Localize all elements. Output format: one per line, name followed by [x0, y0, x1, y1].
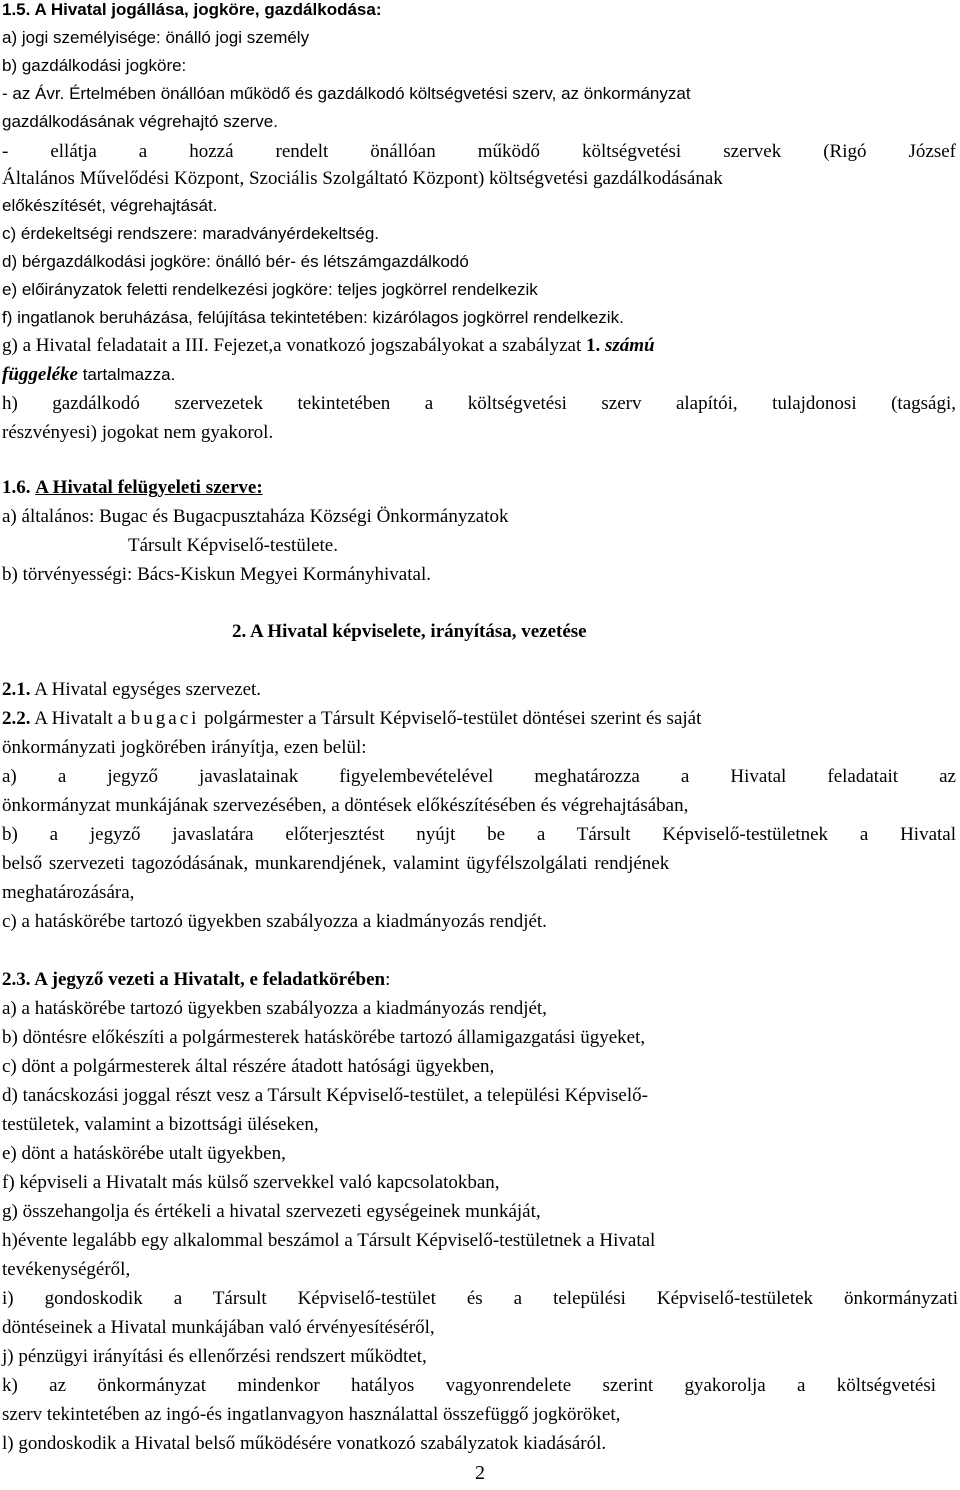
s23-item-j: j) pénzügyi irányítási és ellenőrzési rendszert működtet, [2, 1346, 427, 1367]
section-2-2-line-1 [2, 707, 960, 731]
s23-item-k-line-2: szerv tekintetében az ingó-és ingatlanvagyon használattal összefüggő jogköröket, [2, 1404, 621, 1425]
s15-g-fuggeleke: függeléke [2, 364, 78, 385]
s16-item-a-line-1: a) általános: Bugac és Bugacpusztaháza Községi Önkormányzatok [2, 506, 509, 527]
s23-item-i-line-2: döntéseinek a Hivatal munkájában való érvényesítéséről, [2, 1317, 435, 1338]
s22-item-b-line-2: belső szervezeti tagozódásának, munkarendjének, valamint ügyfélszolgálati rendjének [2, 853, 670, 874]
s22-item-b-line-3: meghatározására, [2, 882, 135, 903]
s22-item-b-line-1: b) a jegyző javaslatára előterjesztést nyújt be a Társult Képviselő-testületnek a Hivatal [2, 824, 956, 845]
s15-item-f: f) ingatlanok beruházása, felújítása tekintetében: kizárólagos jogkörrel rendelkezik. [2, 308, 624, 327]
s22-item-a-line-1: a) a jegyző javaslatainak figyelembevételével meghatározza a Hivatal feladatait az [2, 766, 956, 787]
section-1-5-heading: 1.5. A Hivatal jogállása, jogköre, gazdálkodása: [2, 0, 382, 19]
s22-text-pre: A Hivatalt a [30, 708, 131, 729]
s15-item-g-line-2 [2, 363, 960, 387]
s15-item-c: c) érdekeltségi rendszere: maradványérdekeltség. [2, 224, 380, 243]
s23-colon: : [385, 969, 391, 990]
s22-line-2: önkormányzati jogkörében irányítja, ezen belül: [2, 737, 367, 758]
s15-g-szamu: számú [604, 335, 655, 356]
s22-bugaci: bugaci [130, 708, 200, 729]
s23-item-d-line-1: d) tanácskozási joggal részt vesz a Társult Képviselő-testület, a települési Képviselő- [2, 1085, 648, 1106]
s16-item-b: b) törvényességi: Bács-Kiskun Megyei Kormányhivatal. [2, 564, 431, 585]
s23-item-e: e) dönt a hatáskörébe utalt ügyekben, [2, 1143, 286, 1164]
s15-ellatja-line-1: - ellátja a hozzá rendelt önállóan működő költségvetési szervek (Rigó József [2, 141, 956, 162]
s23-item-l: l) gondoskodik a Hivatal belső működésére vonatkozó szabályzatok kiadásáról. [2, 1433, 607, 1454]
s16-number: 1.6. [2, 477, 31, 498]
s15-item-b: b) gazdálkodási jogköre: [2, 56, 187, 75]
s23-item-h-line-1: h)évente legalább egy alkalommal beszámol a Társult Képviselő-testületnek a Hivatal [2, 1230, 656, 1251]
s16-title: A Hivatal felügyeleti szerve: [35, 477, 263, 498]
s22-item-a-line-2: önkormányzat munkájának szervezésében, a döntések előkészítésében és végrehajtásában, [2, 795, 689, 816]
s15-item-g-line-1 [2, 334, 950, 358]
section-2-heading: 2. A Hivatal képviselete, irányítása, vezetése [232, 621, 587, 642]
page-number: 2 [475, 1462, 485, 1484]
s15-item-h-line-1: h) gazdálkodó szervezetek tekintetében a költségvetési szerv alapítói, tulajdonosi (tagsági, [2, 393, 956, 414]
s22-text-post: polgármester a Társult Képviselő-testület döntései szerint és saját [199, 708, 702, 729]
s23-title: A jegyző vezeti a Hivatalt, e feladatkörében [30, 969, 386, 990]
s23-item-f: f) képviseli a Hivatalt más külső szervekkel való kapcsolatokban, [2, 1172, 500, 1193]
s15-avr-line-1: - az Ávr. Értelmében önállóan működő és gazdálkodó költségvetési szerv, az önkormányzat [2, 84, 691, 103]
s23-item-g: g) összehangolja és értékeli a hivatal szervezeti egységeinek munkáját, [2, 1201, 541, 1222]
s15-ellatja-line-3: előkészítését, végrehajtását. [2, 196, 218, 215]
s23-item-a: a) a hatáskörébe tartozó ügyekben szabályozza a kiadmányozás rendjét, [2, 998, 547, 1019]
s23-item-k-line-1: k) az önkormányzat mindenkor hatályos vagyonrendelete szerint gyakorolja a költségvetési [2, 1375, 936, 1396]
s23-item-d-line-2: testületek, valamint a bizottsági üléseken, [2, 1114, 319, 1135]
s23-item-b: b) döntésre előkészíti a polgármesterek hatáskörébe tartozó államigazgatási ügyeket, [2, 1027, 646, 1048]
s21-number: 2.1. [2, 679, 31, 700]
s15-item-d: d) bérgazdálkodási jogköre: önálló bér- és létszámgazdálkodó [2, 252, 469, 271]
s16-item-a-line-2: Társult Képviselő-testülete. [128, 535, 338, 556]
s15-item-h-line-2: részvényesi) jogokat nem gyakorol. [2, 422, 274, 443]
s15-ellatja-line-2: Általános Művelődési Központ, Szociális Szolgáltató Központ) költségvetési gazdálkodásának [2, 168, 723, 189]
section-2-3-heading [2, 968, 960, 992]
s23-item-i-line-1: i) gondoskodik a Társult Képviselő-testület és a települési Képviselő-testületek önkormányzati [2, 1288, 958, 1309]
s15-avr-line-2: gazdálkodásának végrehajtó szerve. [2, 112, 278, 131]
section-1-6-heading [2, 476, 960, 500]
s15-g-tartalmazza: tartalmazza. [77, 365, 176, 384]
s15-g-number: 1. [585, 335, 601, 356]
s22-item-c: c) a hatáskörébe tartozó ügyekben szabályozza a kiadmányozás rendjét. [2, 911, 547, 932]
s15-item-e: e) előirányzatok feletti rendelkezési jogköre: teljes jogkörrel rendelkezik [2, 280, 538, 299]
s15-g-text: g) a Hivatal feladatait a III. Fejezet,a vonatkozó jogszabályokat a szabályzat [2, 335, 582, 356]
section-2-1 [2, 678, 960, 702]
s23-item-c: c) dönt a polgármesterek által részére átadott hatósági ügyekben, [2, 1056, 495, 1077]
s22-number: 2.2. [2, 708, 31, 729]
s21-text: A Hivatal egységes szervezet. [30, 679, 262, 700]
s23-number: 2.3. [2, 969, 31, 990]
s15-item-a: a) jogi személyisége: önálló jogi személy [2, 28, 310, 47]
s23-item-h-line-2: tevékenységéről, [2, 1259, 131, 1280]
